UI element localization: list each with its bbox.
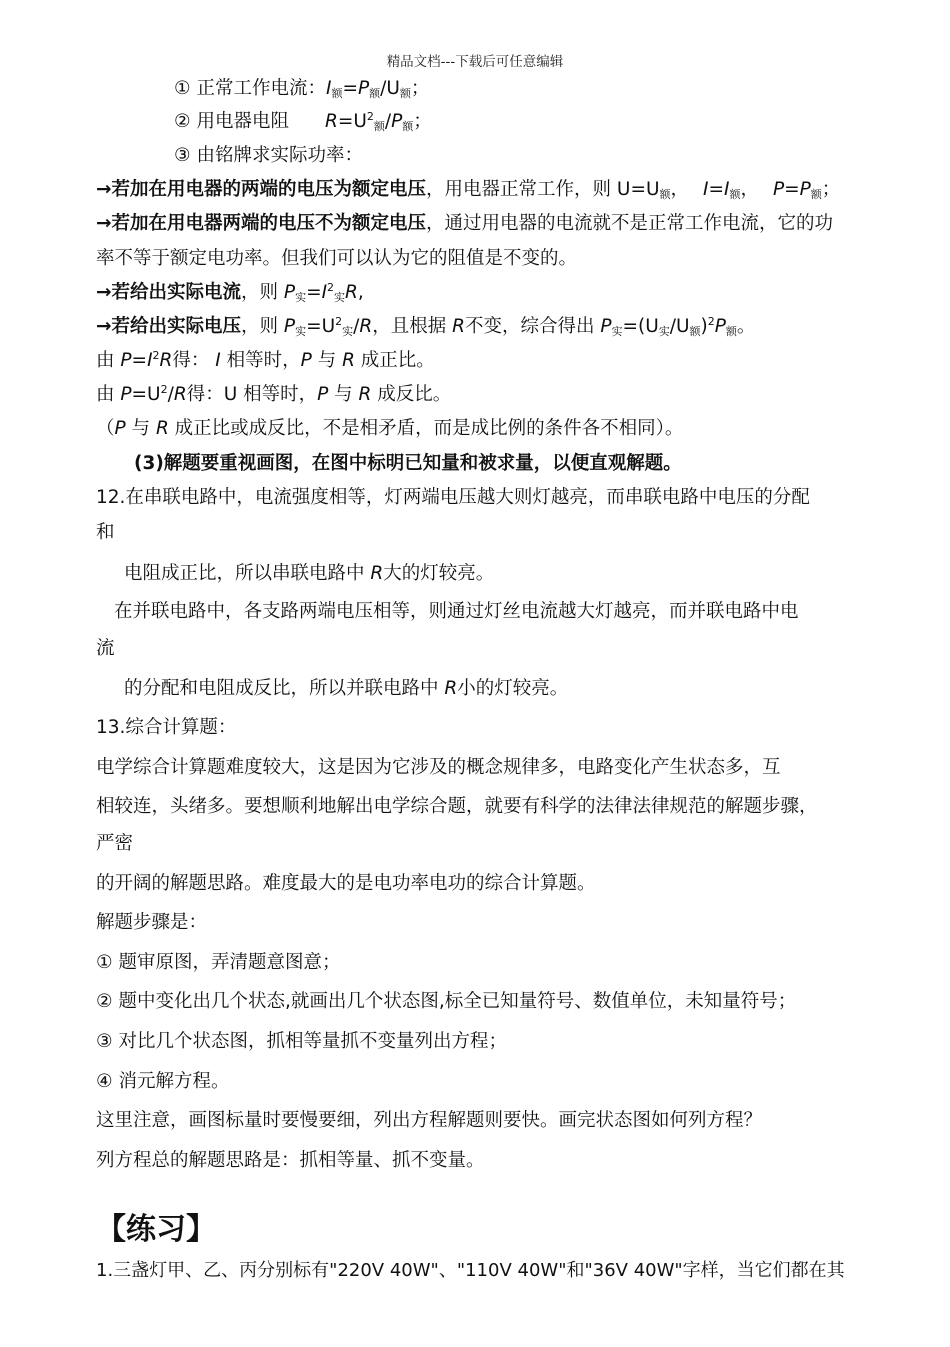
symbol-R: R: [324, 111, 338, 132]
text: =: [131, 350, 148, 371]
symbol-P: P: [283, 282, 296, 303]
symbol-P: P: [317, 384, 329, 405]
symbol-R: R: [444, 678, 458, 699]
text: 电阻成正比，所以串联电路中: [124, 563, 371, 584]
bold-heading: →若给出实际电流: [96, 282, 242, 303]
text: （: [96, 418, 115, 439]
subscript: 额: [399, 87, 411, 100]
symbol-P: P: [357, 78, 370, 99]
text: =: [784, 179, 800, 200]
note-1: 这里注意，画图标量时要慢要细，列出方程解题则要快。画完状态图如何列方程？: [96, 1110, 763, 1131]
formula-u2r-line: [96, 383, 451, 407]
symbol-R: R: [370, 563, 384, 584]
q12-line-5: 流: [96, 638, 115, 659]
symbol-P: P: [391, 111, 403, 132]
item-1-current: [174, 77, 429, 101]
symbol-I: I: [703, 179, 709, 200]
non-rated-voltage-line-cont: 率不等于额定电功率。但我们可以认为它的阻值是不变的。: [96, 248, 578, 269]
text: ，通过用电器的电流就不是正常工作电流，它的功: [426, 213, 834, 234]
bold-heading: →若给出实际电压: [96, 316, 242, 337]
symbol-I: I: [723, 179, 730, 200]
subscript: 额: [331, 87, 343, 100]
symbol-R: R: [452, 316, 465, 337]
q12-line-4: 在并联电路中，各支路两端电压相等，则通过灯丝电流越大灯越亮，而并联电路中电: [114, 601, 799, 622]
practice-q1: 1.三盏灯甲、乙、丙分别标有"220V 40W"、"110V 40W"和"36V 40W"字样，当它们都在其: [96, 1260, 845, 1281]
non-rated-voltage-line: [96, 212, 833, 236]
subscript: 额: [659, 188, 671, 201]
text: 不变，综合得出: [464, 316, 601, 337]
text: =: [708, 179, 724, 200]
symbol-P: P: [283, 316, 296, 337]
symbol-R: R: [342, 350, 355, 371]
text: ,: [357, 282, 364, 303]
bold-heading: →若加在用电器的两端的电压为额定电压: [96, 179, 427, 200]
text: 小的灯较亮。: [457, 678, 569, 699]
text: =U: [131, 384, 161, 405]
q13-para-3: 严密: [96, 833, 134, 854]
text: ；: [410, 78, 430, 99]
text: ，: [740, 179, 759, 200]
note-2: 列方程总的解题思路是：抓相等量、抓不变量。: [96, 1150, 485, 1171]
symbol-R: R: [173, 384, 187, 405]
q12-line-6: [124, 677, 568, 701]
symbol-R: R: [359, 316, 373, 337]
text: 与: [125, 418, 156, 439]
text: 的分配和电阻成反比，所以并联电路中: [124, 678, 445, 699]
step-3: ③ 对比几个状态图，抓相等量抓不变量列出方程；: [96, 1031, 507, 1052]
subscript: 实: [295, 291, 307, 304]
text: ；: [413, 111, 432, 132]
subscript: 实: [334, 291, 346, 304]
symbol-P: P: [300, 350, 312, 371]
drawing-tip: (3)解题要重视画图，在图中标明已知量和被求量，以便直观解题。: [134, 453, 682, 474]
text: 得：U 相等时，: [186, 384, 318, 405]
bold-heading: →若加在用电器两端的电压不为额定电压: [96, 213, 427, 234]
superscript: 2: [152, 349, 160, 362]
superscript: 2: [366, 110, 374, 123]
subscript: 实: [658, 325, 670, 338]
text: 相等时，: [220, 350, 301, 371]
text: ): [700, 316, 708, 337]
text: /: [167, 384, 174, 405]
text: 与: [328, 384, 359, 405]
text: 得：: [172, 350, 216, 371]
symbol-R: R: [358, 384, 372, 405]
text: =U: [306, 316, 336, 337]
subscript: 额: [810, 188, 822, 201]
step-4: ④ 消元解方程。: [96, 1071, 230, 1092]
text: /: [353, 316, 360, 337]
symbol-P: P: [120, 350, 132, 371]
text: 成正比或成反比，不是相矛盾，而是成比例的条件各不相同）。: [168, 418, 684, 439]
text: 与: [311, 350, 343, 371]
text: ，: [670, 179, 689, 200]
text: 大的灯较亮。: [383, 563, 495, 584]
q13-para-2: 相较连，头绪多。要想顺利地解出电学综合题，就要有科学的法律法律规范的解题步骤，: [96, 796, 818, 817]
superscript: 2: [327, 281, 335, 294]
symbol-R: R: [159, 350, 173, 371]
symbol-I: I: [215, 350, 221, 371]
text: ，则: [241, 316, 284, 337]
text: 由: [96, 350, 121, 371]
subscript: 额: [369, 87, 381, 100]
symbol-P: P: [600, 316, 612, 337]
text: 由: [96, 384, 121, 405]
text: /: [384, 111, 392, 132]
subscript: 额: [725, 325, 737, 338]
superscript: 2: [707, 315, 715, 328]
subscript: 额: [729, 188, 741, 201]
text: =: [306, 282, 322, 303]
subscript: 额: [402, 120, 414, 133]
text: /U: [669, 316, 690, 337]
text: ；: [821, 179, 841, 200]
text: ，且根据: [372, 316, 453, 337]
symbol-R: R: [155, 418, 169, 439]
text: /U: [380, 78, 400, 99]
rated-voltage-line: [96, 178, 840, 202]
item-2-resistance: [174, 110, 432, 134]
q13-para-1: 电学综合计算题难度较大，这是因为它涉及的概念规律多，电路变化产生状态多，互: [96, 757, 781, 778]
text: =: [342, 78, 358, 99]
subscript: 实: [342, 325, 354, 338]
q12-line-2: 和: [96, 522, 115, 543]
q12-line-1: 12.在串联电路中，电流强度相等，灯两端电压越大则灯越亮，而串联电路中电压的分配: [96, 487, 810, 508]
subscript: 额: [689, 325, 701, 338]
symbol-P: P: [120, 384, 132, 405]
symbol-P: P: [114, 418, 126, 439]
practice-heading: 【练习】: [96, 1212, 216, 1247]
text: =(U: [622, 316, 659, 337]
text: ，用电器正常工作，则 U=U: [426, 179, 660, 200]
superscript: 2: [335, 315, 343, 328]
symbol-P: P: [772, 179, 785, 200]
text: 成反比。: [371, 384, 452, 405]
text: =U: [337, 111, 367, 132]
page-header: 精品文档---下载后可任意编辑: [386, 54, 564, 70]
symbol-R: R: [345, 282, 358, 303]
step-1: ① 题审原图，弄清题意图意；: [96, 952, 341, 973]
symbol-I: I: [321, 282, 328, 303]
steps-title: 解题步骤是：: [96, 912, 208, 933]
formula-i2r-line: [96, 349, 435, 373]
subscript: 实: [295, 325, 307, 338]
text: 。: [736, 316, 756, 337]
superscript: 2: [160, 383, 168, 396]
text: 成正比。: [354, 350, 435, 371]
symbol-P: P: [714, 316, 726, 337]
text: ，则: [241, 282, 284, 303]
step-2: ② 题中变化出几个状态,就画出几个状态图,标全已知量符号、数值单位，未知量符号；: [96, 991, 797, 1012]
q13-para-4: 的开阔的解题思路。难度最大的是电功率电功的综合计算题。: [96, 873, 596, 894]
item-1-label: ① 正常工作电流：: [174, 78, 326, 99]
proportion-note: [96, 417, 683, 441]
q13-title: 13.综合计算题：: [96, 717, 237, 738]
subscript: 额: [373, 120, 385, 133]
actual-voltage-line: [96, 315, 755, 339]
symbol-I: I: [325, 78, 332, 99]
q12-line-3: [124, 562, 494, 586]
item-2-label: ② 用电器电阻: [174, 111, 289, 132]
item-3-label: ③ 由铭牌求实际功率：: [174, 145, 363, 166]
subscript: 实: [611, 325, 623, 338]
symbol-I: I: [147, 350, 153, 371]
actual-current-line: [96, 281, 364, 305]
symbol-P: P: [799, 179, 811, 200]
